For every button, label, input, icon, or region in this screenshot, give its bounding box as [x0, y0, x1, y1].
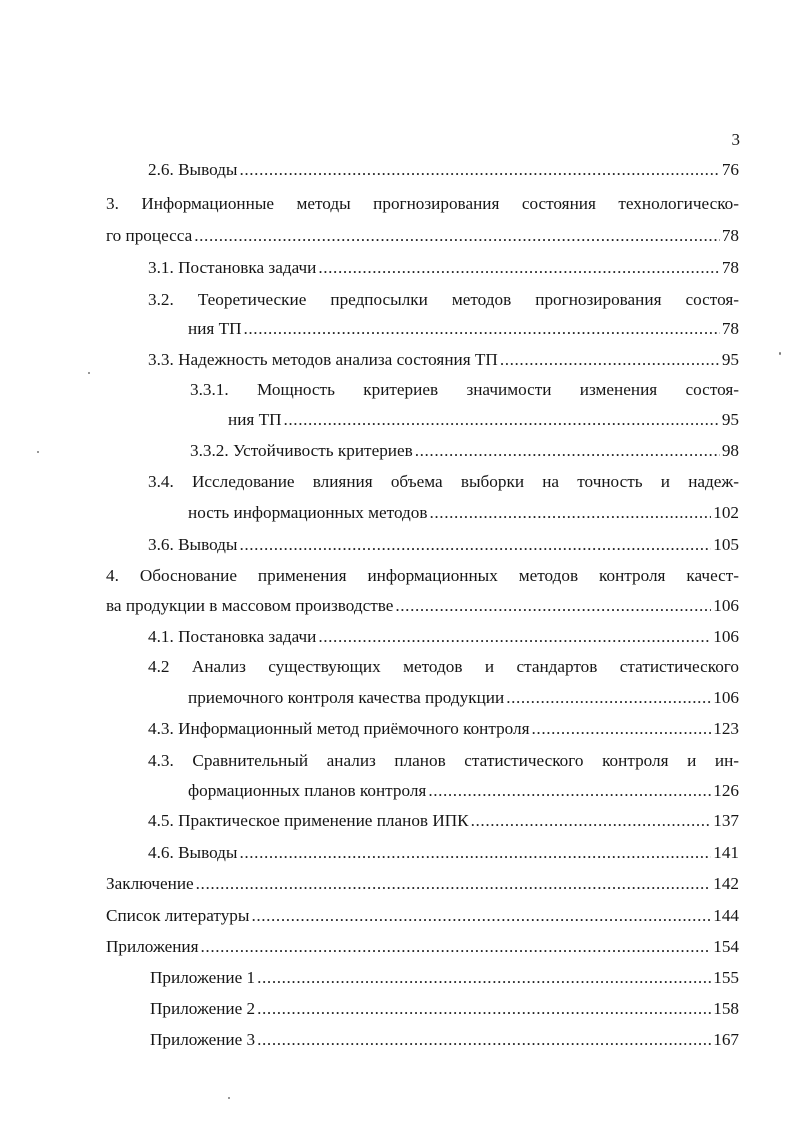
toc-entry-title: 3. Информационные методы прогнозирования состояния технологическо-	[106, 194, 739, 213]
toc-dot-leader	[239, 843, 711, 863]
scan-speck	[228, 1097, 230, 1099]
toc-entry-line-1[interactable]	[148, 751, 739, 771]
toc-entry-title: ния ТП	[188, 319, 242, 338]
toc-entry-line-1[interactable]	[106, 194, 739, 214]
toc-entry[interactable]	[106, 874, 739, 894]
toc-entry[interactable]	[150, 1030, 739, 1050]
toc-dot-leader	[318, 627, 711, 647]
toc-entry-page: 78	[721, 258, 739, 277]
toc-dot-leader	[257, 1030, 711, 1050]
toc-entry-title: 3.1. Постановка задачи	[148, 258, 317, 277]
toc-entry-title: приемочного контроля качества продукции	[188, 688, 505, 707]
toc-entry-title: 4.5. Практическое применение планов ИПК	[148, 811, 469, 830]
toc-dot-leader	[244, 319, 720, 339]
toc-entry-page: 106	[713, 627, 739, 646]
toc-entry-page: 155	[713, 968, 739, 987]
toc-entry[interactable]	[106, 937, 739, 957]
toc-dot-leader	[428, 781, 711, 801]
toc-entry-title: ность информационных методов	[188, 503, 428, 522]
toc-entry-page: 98	[721, 441, 739, 460]
toc-entry-line-2[interactable]	[188, 319, 739, 339]
toc-dot-leader	[415, 441, 720, 461]
toc-entry-line-1[interactable]	[148, 290, 739, 310]
toc-entry-title: 4.6. Выводы	[148, 843, 238, 862]
toc-entry-page: 76	[721, 160, 739, 179]
toc-entry[interactable]	[148, 719, 739, 739]
toc-dot-leader	[239, 535, 711, 555]
toc-entry-page: 142	[713, 874, 739, 893]
toc-entry-page: 106	[713, 688, 739, 707]
toc-entry-page: 95	[721, 350, 739, 369]
toc-entry-title: 3.2. Теоретические предпосылки методов прогнозирования состоя-	[148, 290, 739, 309]
toc-entry-page: 141	[713, 843, 739, 862]
toc-dot-leader	[430, 503, 712, 523]
toc-entry[interactable]	[148, 811, 739, 831]
toc-entry[interactable]	[148, 350, 739, 370]
toc-entry-page: 167	[713, 1030, 739, 1049]
toc-entry-title: формационных планов контроля	[188, 781, 427, 800]
toc-entry[interactable]	[148, 843, 739, 863]
toc-dot-leader	[201, 937, 712, 957]
toc-entry-title: 3.3.1. Мощность критериев значимости изменения состоя-	[190, 380, 739, 399]
toc-entry-page: 105	[713, 535, 739, 554]
toc-entry-title: 3.4. Исследование влияния объема выборки на точность и надеж-	[148, 472, 739, 491]
scan-speck	[88, 372, 90, 374]
toc-entry-title: ния ТП	[228, 410, 282, 429]
toc-entry-title: 4.3. Сравнительный анализ планов статистического контроля и ин-	[148, 751, 739, 770]
toc-dot-leader	[257, 999, 711, 1019]
toc-entry-page: 158	[713, 999, 739, 1018]
toc-entry-line-2[interactable]	[228, 410, 739, 430]
toc-entry-title: 2.6. Выводы	[148, 160, 238, 179]
toc-dot-leader	[239, 160, 719, 180]
toc-entry-line-1[interactable]	[148, 472, 739, 492]
toc-entry-page: 102	[713, 503, 739, 522]
toc-entry[interactable]	[150, 999, 739, 1019]
toc-entry-page: 126	[713, 781, 739, 800]
scan-speck	[779, 352, 781, 355]
toc-entry-title: 3.6. Выводы	[148, 535, 238, 554]
scan-speck	[37, 451, 39, 453]
toc-entry-line-1[interactable]	[148, 657, 739, 677]
toc-entry-page: 137	[713, 811, 739, 830]
toc-entry-title: 4.1. Постановка задачи	[148, 627, 317, 646]
toc-dot-leader	[251, 906, 711, 926]
toc-entry-line-2[interactable]	[188, 688, 739, 708]
toc-entry[interactable]	[148, 160, 739, 180]
toc-entry[interactable]	[148, 258, 739, 278]
toc-dot-leader	[500, 350, 720, 370]
toc-entry-line-2[interactable]	[106, 596, 739, 616]
toc-entry-page: 78	[721, 226, 739, 245]
toc-dot-leader	[532, 719, 712, 739]
toc-entry-title: Приложение 3	[150, 1030, 256, 1049]
toc-dot-leader	[506, 688, 711, 708]
toc-entry[interactable]	[148, 535, 739, 555]
toc-entry-title: 3.3. Надежность методов анализа состояния ТП	[148, 350, 498, 369]
toc-entry[interactable]	[106, 906, 739, 926]
toc-entry-title: 4.3. Информационный метод приёмочного контроля	[148, 719, 530, 738]
toc-entry-title: Приложение 1	[150, 968, 256, 987]
toc-entry-line-1[interactable]	[106, 566, 739, 586]
page-number: 3	[731, 130, 740, 149]
toc-entry-line-2[interactable]	[106, 226, 739, 246]
toc-dot-leader	[395, 596, 711, 616]
toc-entry-page: 123	[713, 719, 739, 738]
toc-entry-title: ва продукции в массовом производстве	[106, 596, 394, 615]
toc-entry-page: 144	[713, 906, 739, 925]
toc-entry-title: 3.3.2. Устойчивость критериев	[190, 441, 413, 460]
toc-entry[interactable]	[150, 968, 739, 988]
toc-entry-title: Приложение 2	[150, 999, 256, 1018]
toc-entry-line-2[interactable]	[188, 781, 739, 801]
toc-entry[interactable]	[190, 441, 739, 461]
toc-entry-page: 106	[713, 596, 739, 615]
toc-dot-leader	[318, 258, 719, 278]
toc-dot-leader	[471, 811, 712, 831]
toc-entry-page: 95	[721, 410, 739, 429]
toc-entry-page: 78	[721, 319, 739, 338]
toc-dot-leader	[196, 874, 712, 894]
toc-entry-line-2[interactable]	[188, 503, 739, 523]
toc-entry-title: Приложения	[106, 937, 199, 956]
toc-dot-leader	[194, 226, 720, 246]
toc-entry-line-1[interactable]	[190, 380, 739, 400]
toc-entry-title: Заключение	[106, 874, 194, 893]
toc-entry[interactable]	[148, 627, 739, 647]
toc-entry-page: 154	[713, 937, 739, 956]
toc-entry-title: го процесса	[106, 226, 193, 245]
toc-entry-title: Список литературы	[106, 906, 250, 925]
toc-dot-leader	[257, 968, 711, 988]
toc-dot-leader	[284, 410, 720, 430]
toc-entry-title: 4. Обоснование применения информационных методов контроля качест-	[106, 566, 739, 585]
toc-entry-title: 4.2 Анализ существующих методов и стандартов статистического	[148, 657, 739, 676]
